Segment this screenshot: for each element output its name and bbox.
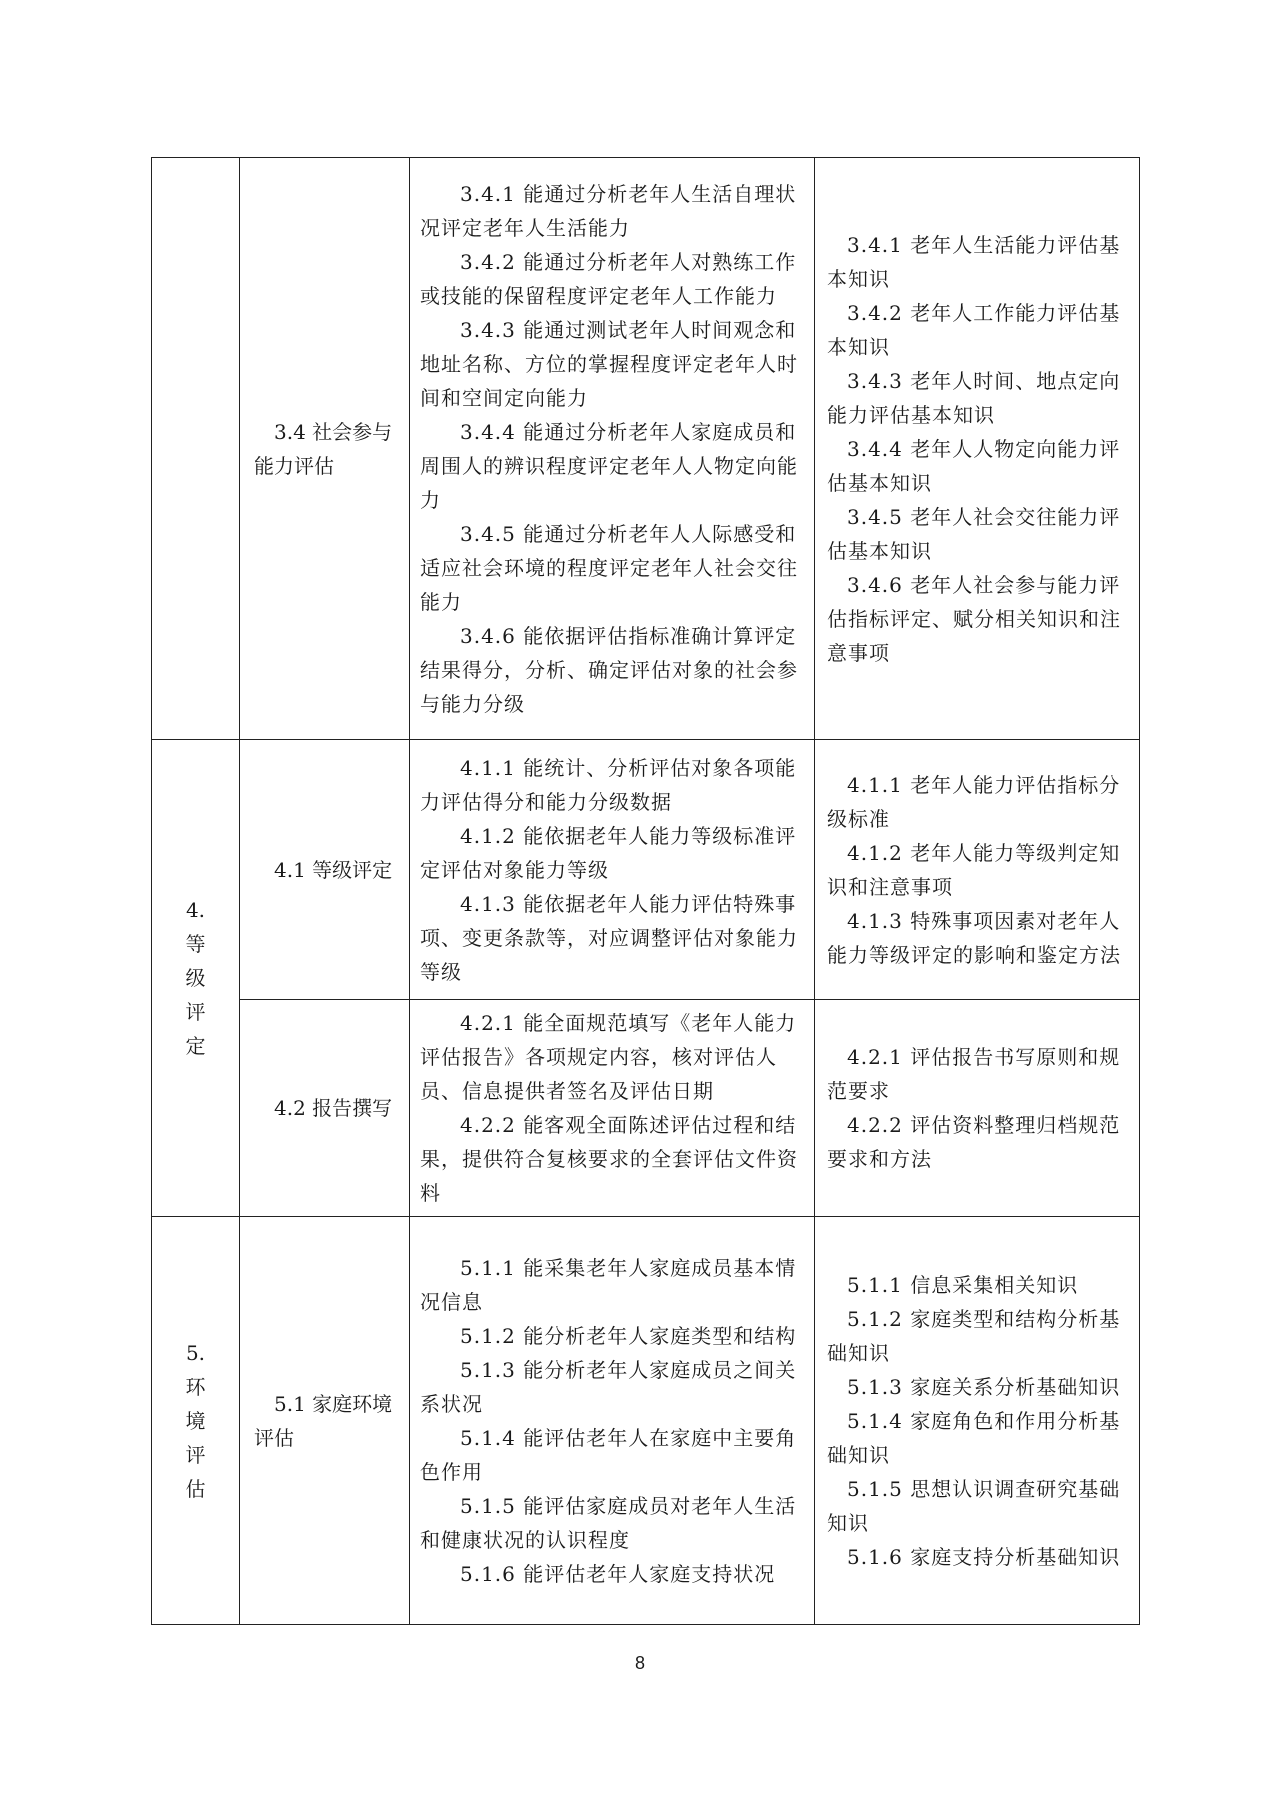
subsection-cell (240, 740, 410, 1000)
knowledge-cell (815, 1217, 1140, 1625)
knowledge-item: 4.2.1 评估报告书写原则和规范要求 (827, 1045, 1121, 1103)
ability-item: 3.4.3 能通过测试老年人时间观念和地址名称、方位的掌握程度评定老年人时间和空间定向能力 (420, 317, 798, 410)
knowledge-item: 3.4.6 老年人社会参与能力评估指标评定、赋分相关知识和注意事项 (827, 572, 1121, 665)
abilities-cell (410, 1000, 815, 1217)
table-row (152, 158, 1140, 740)
knowledge-item: 5.1.3 家庭关系分析基础知识 (847, 1374, 1121, 1399)
subsection-label: 4.2 报告撰写 (274, 1096, 393, 1120)
abilities-cell (410, 740, 815, 1000)
ability-item: 3.4.2 能通过分析老年人对熟练工作或技能的保留程度评定老年人工作能力 (420, 249, 797, 308)
table-row (152, 740, 1140, 1000)
category-label-line: 环 (185, 1374, 206, 1399)
knowledge-cell (815, 1000, 1140, 1217)
ability-item: 5.1.3 能分析老年人家庭成员之间关系状况 (420, 1357, 797, 1416)
category-label-line: 5. (185, 1340, 206, 1365)
subsection-cell (240, 158, 410, 740)
ability-item: 4.2.1 能全面规范填写《老年人能力评估报告》各项规定内容，核对评估人员、信息提供者签名及评估日期 (420, 1011, 797, 1103)
knowledge-item: 3.4.5 老年人社会交往能力评估基本知识 (827, 504, 1121, 563)
subsection-cell (240, 1000, 410, 1217)
knowledge-item: 3.4.2 老年人工作能力评估基本知识 (827, 300, 1121, 359)
ability-item: 5.1.5 能评估家庭成员对老年人生活和健康状况的认识程度 (420, 1493, 797, 1552)
ability-item: 4.2.2 能客观全面陈述评估过程和结果，提供符合复核要求的全套评估文件资料 (420, 1113, 798, 1205)
knowledge-item: 5.1.4 家庭角色和作用分析基础知识 (827, 1408, 1121, 1467)
knowledge-item: 5.1.1 信息采集相关知识 (847, 1272, 1079, 1297)
ability-item: 3.4.1 能通过分析老年人生活自理状况评定老年人生活能力 (420, 181, 797, 240)
abilities-cell (410, 158, 815, 740)
category-label-line: 境 (185, 1408, 206, 1433)
knowledge-cell (815, 740, 1140, 1000)
ability-item: 5.1.4 能评估老年人在家庭中主要角色作用 (420, 1425, 797, 1484)
category-label-line: 估 (185, 1476, 206, 1501)
category-label-line: 评 (185, 1000, 206, 1024)
subsection-label: 5.1 家庭环境评估 (254, 1391, 393, 1450)
ability-item: 4.1.3 能依据老年人能力评估特殊事项、变更条款等，对应调整评估对象能力等级 (420, 891, 798, 984)
category-label-line: 定 (185, 1034, 206, 1058)
category-cell (152, 740, 240, 1217)
subsection-label: 3.4 社会参与能力评估 (254, 419, 393, 478)
ability-item: 3.4.4 能通过分析老年人家庭成员和周围人的辨识程度评定老年人人物定向能力 (420, 419, 798, 512)
knowledge-item: 3.4.1 老年人生活能力评估基本知识 (827, 232, 1121, 291)
knowledge-item: 3.4.3 老年人时间、地点定向能力评估基本知识 (827, 368, 1121, 427)
category-label-line: 等 (185, 932, 206, 956)
ability-item: 4.1.1 能统计、分析评估对象各项能力评估得分和能力分级数据 (420, 755, 797, 814)
ability-item: 5.1.1 能采集老年人家庭成员基本情况信息 (420, 1255, 797, 1314)
table-row (152, 1000, 1140, 1217)
knowledge-item: 4.1.1 老年人能力评估指标分级标准 (827, 772, 1121, 831)
knowledge-item: 5.1.2 家庭类型和结构分析基础知识 (827, 1306, 1121, 1365)
knowledge-item: 5.1.5 思想认识调查研究基础知识 (827, 1476, 1121, 1535)
page-number: 8 (634, 1653, 645, 1673)
knowledge-item: 3.4.4 老年人人物定向能力评估基本知识 (827, 436, 1121, 495)
subsection-label: 4.1 等级评定 (274, 857, 393, 882)
category-label-line: 评 (185, 1442, 206, 1467)
knowledge-cell (815, 158, 1140, 740)
abilities-cell (410, 1217, 815, 1625)
table-row (152, 1217, 1140, 1625)
category-label-line: 4. (185, 898, 206, 922)
knowledge-item: 4.2.2 评估资料整理归档规范要求和方法 (827, 1113, 1121, 1171)
ability-item: 3.4.5 能通过分析老年人人际感受和适应社会环境的程度评定老年人社会交往能力 (420, 521, 798, 614)
knowledge-item: 5.1.6 家庭支持分析基础知识 (847, 1544, 1121, 1569)
ability-item: 5.1.6 能评估老年人家庭支持状况 (460, 1561, 776, 1586)
ability-item: 3.4.6 能依据评估指标准确计算评定结果得分，分析、确定评估对象的社会参与能力分级 (420, 623, 798, 716)
ability-item: 4.1.2 能依据老年人能力等级标准评定评估对象能力等级 (420, 823, 797, 882)
subsection-cell (240, 1217, 410, 1625)
category-cell (152, 158, 240, 740)
category-cell (152, 1217, 240, 1625)
knowledge-item: 4.1.3 特殊事项因素对老年人能力等级评定的影响和鉴定方法 (827, 908, 1121, 967)
category-label-line: 级 (185, 966, 206, 990)
skill-requirements-table (151, 157, 1140, 1625)
knowledge-item: 4.1.2 老年人能力等级判定知识和注意事项 (827, 840, 1121, 899)
ability-item: 5.1.2 能分析老年人家庭类型和结构 (460, 1323, 797, 1348)
